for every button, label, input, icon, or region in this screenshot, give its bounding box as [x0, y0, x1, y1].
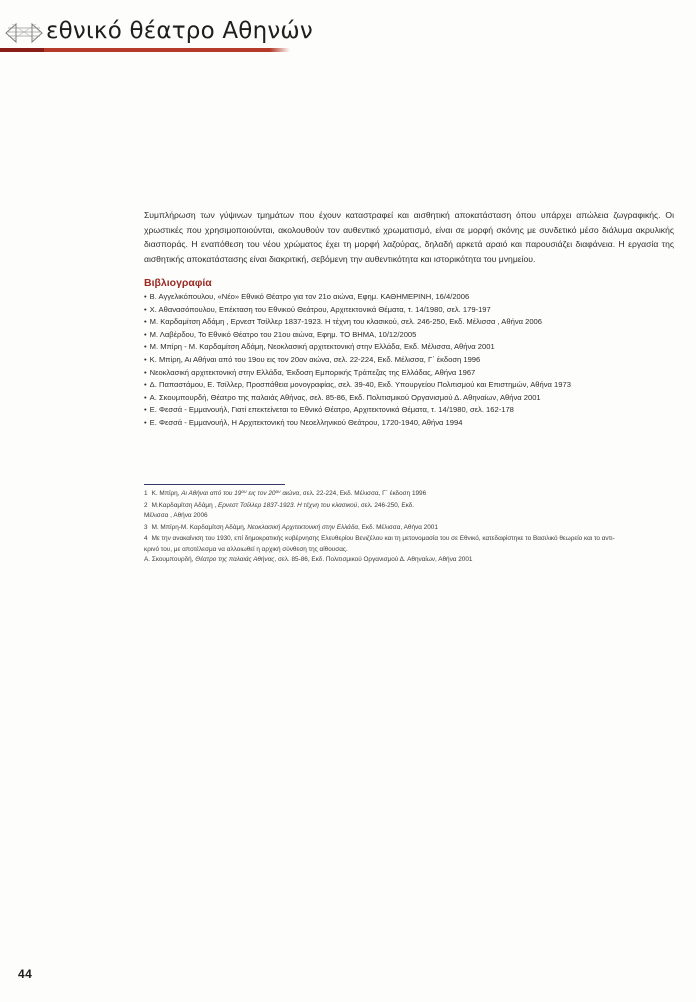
bibliography-item: • Ε. Φεσσά - Εμμανουήλ, Γιατί επεκτείνεται το Εθνικό Θέατρο, Αρχιτεκτονικά Θέματα, τ. 14/1980, σελ. 162-178 [144, 405, 514, 415]
footnote-divider [144, 484, 285, 485]
theatre-logo-icon [4, 20, 44, 48]
page-header [0, 14, 313, 56]
bibliography-heading: Βιβλιογραφία [144, 277, 212, 289]
footnote-3: 3 Μ. Μπίρη-Μ. Καρδαμίτση Αδάμη, Νεοκλασική Αρχιτεκτονική στην Ελλάδα, Εκδ. Μέλισσα, Αθήνα 2001 [144, 523, 438, 531]
bibliography-item: • Ε. Φεσσά - Εμμανουήλ, Η Αρχιτεκτονική του Νεοελληνικού Θεάτρου, 1720-1940, Αθήνα 1994 [144, 417, 463, 427]
section-title: εθνικό θέατρο Αθηνών [46, 18, 313, 44]
bibliography-item: • Δ. Παπαστάμου, Ε. Τσίλλερ, Προσπάθεια μονογραφίας, σελ. 39-40, Εκδ. Υπουργείου Πολιτισμού και Επιστημών, Αθήνα 1973 [144, 380, 571, 390]
bibliography-item: • Μ. Καρδαμίτση Αδάμη , Ερνεστ Τσίλλερ 1837-1923. Η τέχνη του κλασικού, σελ. 246-250, Εκδ. Μέλισσα , Αθήνα 2006 [144, 317, 543, 327]
bibliography-item: • Νεοκλασική αρχιτεκτονική στην Ελλάδα, Έκδοση Εμπορικής Τράπεζας της Ελλάδας, Αθήνα 1967 [144, 367, 476, 377]
page-number: 44 [18, 967, 33, 981]
bibliography-item: • Μ. Μπίρη - Μ. Καρδαμίτση Αδάμη, Νεοκλασική αρχιτεκτονική στην Ελλάδα, Εκδ. Μέλισσα, Αθήνα 2001 [144, 342, 495, 352]
bibliography-item: • Μ. Λαβέρδου, Το Εθνικό Θέατρο του 21ου αιώνα, Εφημ. ΤΟ ΒΗΜΑ, 10/12/2005 [144, 329, 417, 339]
footnotes [144, 489, 664, 566]
bibliography-item: • Β. Αγγελικόπουλου, «Νέο» Εθνικό Θέατρο για τον 21ο αιώνα, Εφημ. ΚΑΘΗΜΕΡΙΝΗ, 16/4/2006 [144, 292, 470, 301]
footnote-1: 1 Κ. Μπίρη, Αι Αθήναι από του $19^{o\upsilon}$ εις τον $20^{o\nu}$ αιώνα, σελ. 22-224, Εκδ. Μέλισσα, Γ΄ έκδοση 1996 [144, 490, 427, 497]
header-rule [0, 48, 290, 52]
bibliography-item: • Α. Σκουμπουρδή, Θέατρο της παλαιάς Αθήνας, σελ. 85-86, Εκδ. Πολιτισμικού Οργανισμού Δ. Αθηναίων, Αθήνα 2001 [144, 392, 541, 402]
footnote-2: 2 Μ.Καρδαμίτση Αδάμη , Ερνεστ Τσίλλερ 1837-1923. Η τέχνη του κλασικού, σελ. 246-250, Εκδ. Μέλισσα , Αθήνα 2006 [144, 501, 415, 519]
bibliography-item: • Χ. Αθανασόπουλου, Επέκταση του Εθνικού Θεάτρου, Αρχιτεκτονικά Θέματα, τ. 14/1980, σελ. 179-197 [144, 304, 491, 314]
footnote-4: 4 Με την ανακαίνιση του 1930, επί δημοκρατικής κυβέρνησης Ελευθερίου Βενιζέλου και τη μετονομασία του σε Εθνικό, κατεδαφίστηκε το Βασιλικό θεωρείο και το αντι- κρινό του, με αποτέλεσμα να αλλοιωθεί η αρχική σύνθεση της αίθουσας. Α. Σκουμπουρδή, Θέατρο της παλαιάς Αθήνας, σελ. 85-86, Εκδ. Πολιτισμικού Οργανισμού Δ. Αθηναίων, Αθήνα 2001 [144, 535, 615, 563]
bibliography-list [144, 291, 664, 430]
bibliography-item: • Κ. Μπίρη, Αι Αθήναι από του 19ου εις τον 20ον αιώνα, σελ. 22-224, Εκδ. Μέλισσα, Γ΄ έκδοση 1996 [144, 354, 481, 364]
intro-paragraph: Συμπλήρωση των γύψινων τμημάτων που έχουν καταστραφεί και αισθητική αποκατάσταση όπου υπάρχει απώλεια ζωγραφικής. Οι χρωστικές που χρησιμοποιούνται, ακολουθούν τον αυθεντικό χρωματισμό, είναι σε μορφή σκόνης με συνδετικό μέσο διάλυμα ακρυλικής διασποράς. Η εναπόθεση του νέου χρώματος έχει τη μορφή λαζούρας, δηλαδή αρκετά αραιό και παρουσιάζει διαφάνεια. Η εργασία της αισθητικής αποκατάστασης είναι διακριτική, σεβόμενη την αυθεντικότητα και ιστορικότητα του μνημείου. [144, 210, 674, 264]
